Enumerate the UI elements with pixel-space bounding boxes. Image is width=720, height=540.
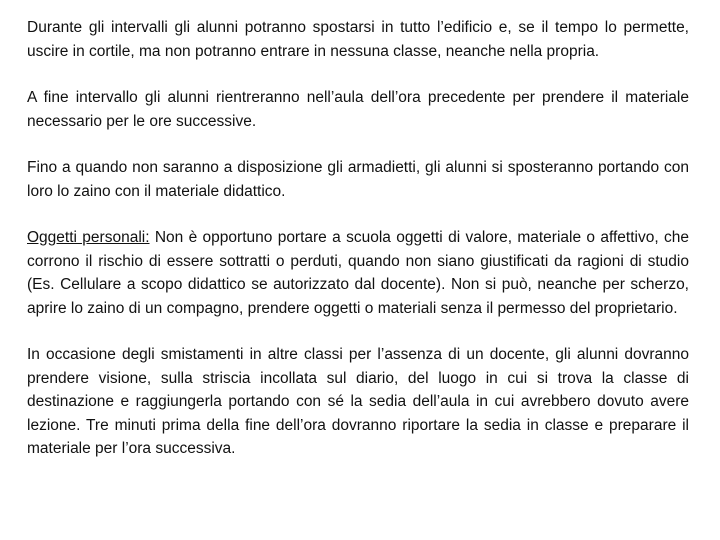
paragraph-oggetti-personali (27, 226, 689, 320)
paragraph-fine-intervallo: A fine intervallo gli alunni rientreranno nell’aula dell’ora precedente per prendere il materiale necessario per le ore successive. (27, 89, 689, 130)
paragraph-intervalli: Durante gli intervalli gli alunni potranno spostarsi in tutto l’edificio e, se il tempo lo permette, uscire in cortile, ma non potranno entrare in nessuna classe, neanche nella propria. (27, 19, 689, 60)
oggetti-personali-text: Non è opportuno portare a scuola oggetti di valore, materiale o affettivo, che corrono il rischio di essere sottratti o perduti, quando non siano giustificati da ragioni di studio (Es. Cellulare a scopo didattico se autorizzato dal docente). Non si può, neanche per scherzo, aprire lo zaino di un compagno, prendere oggetti o materiali senza il permesso del proprietario. (27, 229, 689, 317)
paragraph-armadietti: Fino a quando non saranno a disposizione gli armadietti, gli alunni si sposteranno portando con loro lo zaino con il materiale didattico. (27, 159, 689, 200)
paragraph-smistamenti: In occasione degli smistamenti in altre classi per l’assenza di un docente, gli alunni dovranno prendere visione, sulla striscia incollata sul diario, del luogo in cui si trova la classe di destinazione e raggiungerla portando con sé la sedia dell’aula in cui avrebbero dovuto avere lezione. Tre minuti prima della fine dell’ora dovranno riportare la sedia in classe e preparare il materiale per l’ora successiva. (27, 346, 689, 457)
document-page (27, 16, 689, 461)
oggetti-personali-heading: Oggetti personali: (27, 229, 150, 246)
